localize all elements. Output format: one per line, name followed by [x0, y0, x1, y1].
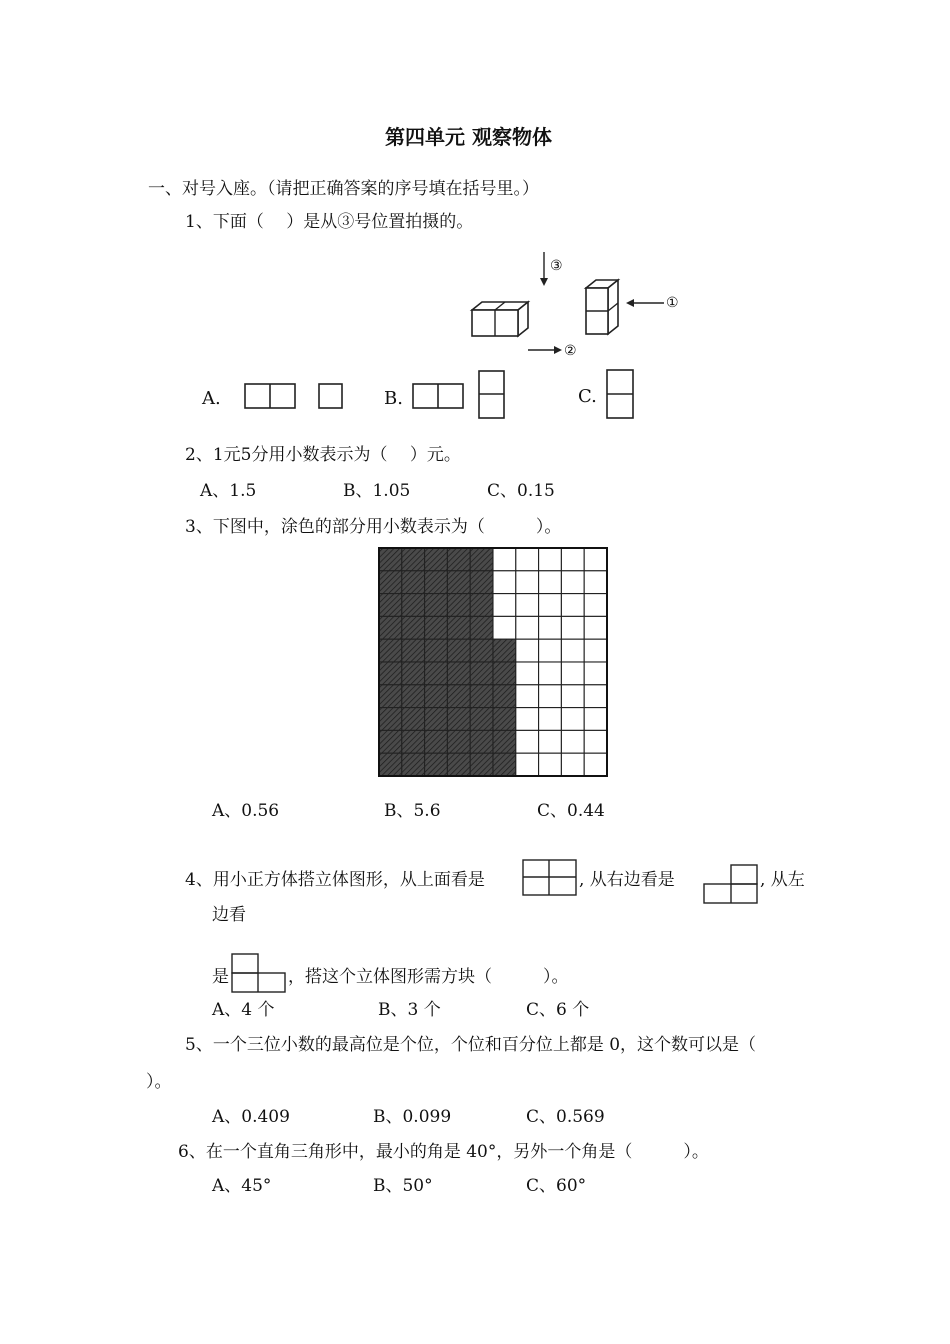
q6-option-a: A、45° [212, 1176, 272, 1196]
grid-cell-shaded [425, 662, 448, 685]
q2-option-c: C、0.15 [487, 481, 555, 501]
grid-cell-shaded [402, 571, 425, 594]
grid-cell-shaded [470, 730, 493, 753]
grid-cell [516, 594, 539, 617]
grid-cell [539, 571, 562, 594]
grid-cell [584, 571, 607, 594]
question-3: 3、下图中，涂色的部分用小数表示为（ ）。 [185, 517, 562, 537]
q2-option-a: A、1.5 [200, 481, 257, 501]
q5-option-a: A、0.409 [212, 1107, 290, 1127]
grid-cell-shaded [402, 548, 425, 571]
grid-cell [493, 616, 516, 639]
grid-cell [584, 753, 607, 776]
grid-cell-shaded [493, 708, 516, 731]
q3-option-c: C、0.44 [537, 801, 605, 821]
question-4-part-e: 是 [212, 967, 229, 987]
grid-cell-shaded [493, 730, 516, 753]
grid-cell [493, 594, 516, 617]
grid-cell-shaded [470, 616, 493, 639]
grid-cell-shaded [470, 594, 493, 617]
grid-cell [516, 639, 539, 662]
grid-cell-shaded [447, 685, 470, 708]
question-2: 2、1元5分用小数表示为（ ）元。 [185, 445, 461, 465]
grid-cell [516, 685, 539, 708]
question-4-part-c: , 从左 [760, 870, 805, 890]
position-1-label: ① [666, 295, 679, 311]
grid-cell [561, 548, 584, 571]
question-4-part-a: 4、用小正方体搭立体图形，从上面看是 [185, 870, 485, 890]
grid-cell-shaded [379, 548, 402, 571]
grid-cell-shaded [379, 685, 402, 708]
grid-cell-shaded [402, 662, 425, 685]
grid-cell [561, 639, 584, 662]
q6-option-b: B、50° [373, 1176, 433, 1196]
grid-cell-shaded [447, 662, 470, 685]
grid-cell [561, 616, 584, 639]
q2-option-b: B、1.05 [343, 481, 411, 501]
grid-cell-shaded [402, 708, 425, 731]
q4-left-view-figure [231, 953, 287, 995]
grid-cell [516, 708, 539, 731]
grid-cell [561, 730, 584, 753]
grid-cell-shaded [447, 594, 470, 617]
grid-cell [584, 685, 607, 708]
grid-cell-shaded [447, 548, 470, 571]
grid-cell-shaded [447, 616, 470, 639]
grid-cell-shaded [402, 594, 425, 617]
grid-cell [584, 708, 607, 731]
grid-cell [584, 730, 607, 753]
q1-option-b-figure [412, 370, 508, 420]
grid-cell [561, 708, 584, 731]
cube-views-figure [460, 248, 700, 368]
grid-cell-shaded [470, 548, 493, 571]
grid-cell-shaded [379, 753, 402, 776]
grid-cell [539, 639, 562, 662]
q5-option-c: C、0.569 [526, 1107, 605, 1127]
grid-cell-shaded [402, 685, 425, 708]
grid-cell [584, 662, 607, 685]
grid-cell [516, 548, 539, 571]
grid-cell-shaded [425, 548, 448, 571]
grid-cell-shaded [425, 753, 448, 776]
grid-cell-shaded [379, 662, 402, 685]
q4-option-b: B、3 个 [378, 1000, 441, 1020]
grid-cell [539, 662, 562, 685]
grid-cell-shaded [402, 753, 425, 776]
question-4-part-d: 边看 [212, 905, 246, 925]
grid-cell-shaded [470, 753, 493, 776]
q4-right-view-figure [703, 864, 759, 906]
grid-cell-shaded [379, 571, 402, 594]
grid-cell-shaded [447, 708, 470, 731]
grid-cell [516, 753, 539, 776]
grid-cell-shaded [493, 753, 516, 776]
grid-cell [561, 662, 584, 685]
question-5-part-a: 5、一个三位小数的最高位是个位，个位和百分位上都是 0，这个数可以是（ [185, 1035, 757, 1055]
grid-cell-shaded [379, 730, 402, 753]
grid-cell [493, 548, 516, 571]
grid-cell-shaded [402, 730, 425, 753]
grid-cell [539, 548, 562, 571]
grid-cell-shaded [425, 571, 448, 594]
grid-cell [539, 616, 562, 639]
page-title: 第四单元 观察物体 [385, 125, 552, 149]
q4-option-a: A、4 个 [212, 1000, 275, 1020]
grid-cell-shaded [379, 594, 402, 617]
grid-cell-shaded [425, 708, 448, 731]
q6-option-c: C、60° [526, 1176, 587, 1196]
grid-cell [561, 594, 584, 617]
grid-cell-shaded [447, 730, 470, 753]
grid-cell-shaded [425, 685, 448, 708]
grid-cell-shaded [402, 639, 425, 662]
grid-cell-shaded [447, 571, 470, 594]
grid-cell-shaded [402, 616, 425, 639]
question-4-part-f: ，搭这个立体图形需方块（ ）。 [288, 967, 569, 987]
grid-cell-shaded [447, 753, 470, 776]
grid-cell [584, 594, 607, 617]
grid-cell [539, 708, 562, 731]
question-5-part-b: ）。 [146, 1072, 172, 1092]
q1-option-b: B. [384, 388, 403, 409]
grid-cell-shaded [470, 662, 493, 685]
grid-cell-shaded [493, 685, 516, 708]
q4-option-c: C、6 个 [526, 1000, 590, 1020]
q1-option-a-figure [244, 383, 344, 409]
grid-cell [516, 662, 539, 685]
grid-cell [561, 753, 584, 776]
grid-cell-shaded [470, 571, 493, 594]
grid-cell-shaded [470, 685, 493, 708]
grid-cell-shaded [425, 730, 448, 753]
q1-option-c-figure [606, 369, 636, 421]
grid-cell [539, 753, 562, 776]
hundred-grid [378, 547, 610, 779]
q1-option-a: A. [202, 388, 221, 409]
grid-cell-shaded [425, 594, 448, 617]
grid-cell [584, 548, 607, 571]
position-3-label: ③ [550, 258, 563, 274]
grid-cell-shaded [379, 616, 402, 639]
grid-cell [539, 594, 562, 617]
grid-cell-shaded [447, 639, 470, 662]
question-1: 1、下面（ ）是从③号位置拍摄的。 [185, 212, 474, 232]
grid-cell-shaded [425, 639, 448, 662]
q3-option-a: A、0.56 [212, 801, 280, 821]
grid-cell-shaded [379, 708, 402, 731]
grid-cell-shaded [493, 639, 516, 662]
grid-cell-shaded [470, 639, 493, 662]
q3-option-b: B、5.6 [384, 801, 441, 821]
grid-cell [539, 730, 562, 753]
section-heading: 一、对号入座。（请把正确答案的序号填在括号里。） [148, 179, 539, 199]
grid-cell [516, 730, 539, 753]
grid-cell [516, 571, 539, 594]
q4-top-view-figure [522, 859, 578, 897]
grid-cell [516, 616, 539, 639]
grid-cell [561, 571, 584, 594]
grid-cell [561, 685, 584, 708]
q1-option-c: C. [578, 386, 597, 407]
grid-cell [584, 639, 607, 662]
grid-cell [539, 685, 562, 708]
grid-cell-shaded [425, 616, 448, 639]
position-2-label: ② [564, 343, 577, 359]
q5-option-b: B、0.099 [373, 1107, 452, 1127]
grid-cell [493, 571, 516, 594]
grid-cell-shaded [379, 639, 402, 662]
grid-cell-shaded [470, 708, 493, 731]
question-6: 6、在一个直角三角形中，最小的角是 40°，另外一个角是（ ）。 [178, 1142, 709, 1162]
question-4-part-b: , 从右边看是 [579, 870, 675, 890]
grid-cell [584, 616, 607, 639]
grid-cell-shaded [493, 662, 516, 685]
